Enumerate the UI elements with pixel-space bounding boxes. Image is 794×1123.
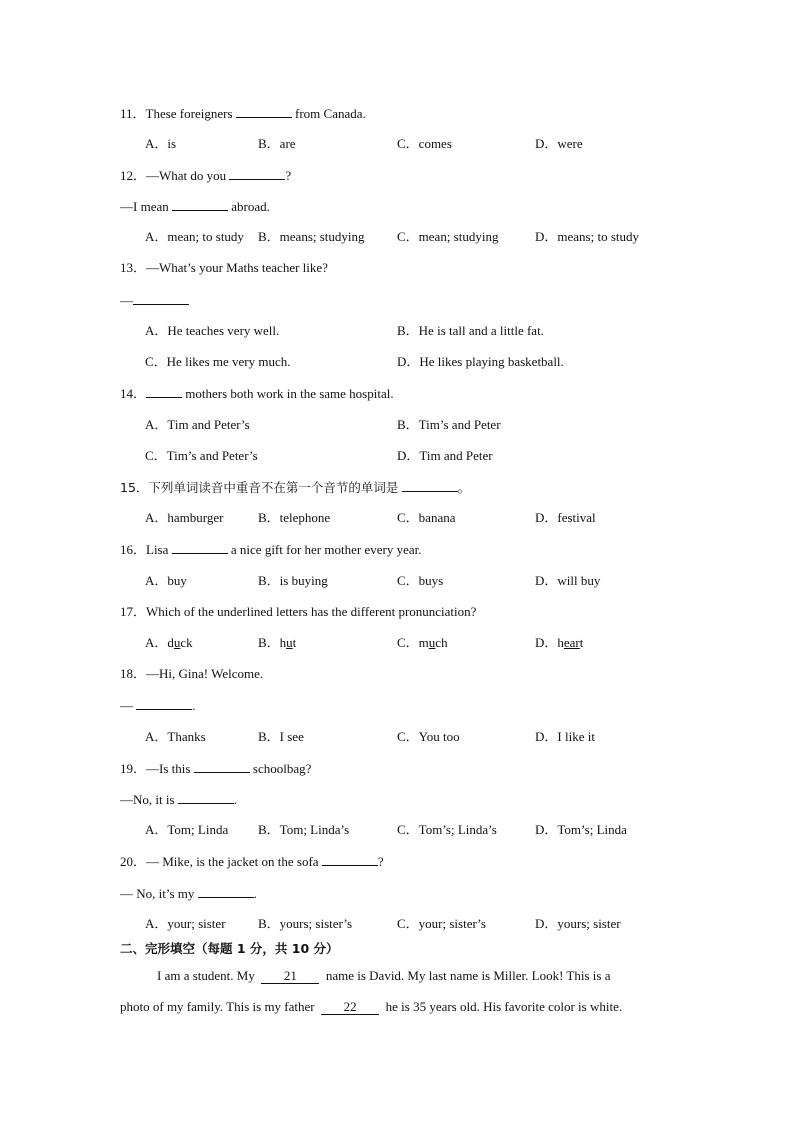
q14-option-c[interactable]: C．Tim’s and Peter’s (145, 448, 258, 463)
q16-option-b[interactable]: B．is buying (258, 573, 328, 588)
q18-option-c[interactable]: C．You too (397, 729, 460, 744)
answer-blank[interactable] (146, 385, 182, 398)
q20-option-c[interactable]: C．your; sister’s (397, 916, 486, 931)
answer-blank[interactable] (133, 292, 189, 305)
q13-option-d[interactable]: D．He likes playing basketball. (397, 354, 564, 369)
question-17-stem: 17．Which of the underlined letters has the different pronunciation? (120, 604, 477, 619)
q15-option-b[interactable]: B．telephone (258, 510, 331, 525)
q18-option-b[interactable]: B．I see (258, 729, 304, 744)
question-15-stem: 15．下列单词读音中重音不在第一个音节的单词是 。 (120, 480, 471, 496)
q20-option-a[interactable]: A．your; sister (145, 916, 226, 931)
q15-option-a[interactable]: A．hamburger (145, 510, 224, 525)
q18-option-a[interactable]: A．Thanks (145, 729, 206, 744)
q15-option-d[interactable]: D．festival (535, 510, 596, 525)
question-19-line2: —No, it is . (120, 792, 238, 807)
cloze-blank-21[interactable]: 21 (261, 969, 319, 984)
q11-option-c[interactable]: C．comes (397, 136, 452, 151)
q16-option-a[interactable]: A．buy (145, 573, 187, 588)
q17-option-c[interactable]: C．much (397, 635, 448, 650)
answer-blank[interactable] (136, 697, 192, 710)
answer-blank[interactable] (229, 167, 285, 180)
q19-option-d[interactable]: D．Tom’s; Linda (535, 822, 627, 837)
question-18-line2: — . (120, 698, 196, 713)
q13-option-c[interactable]: C．He likes me very much. (145, 354, 291, 369)
q12-option-d[interactable]: D．means; to study (535, 229, 639, 244)
q12-option-b[interactable]: B．means; studying (258, 229, 365, 244)
q11-option-d[interactable]: D．were (535, 136, 583, 151)
question-20-line2: — No, it’s my . (120, 886, 257, 901)
q19-option-b[interactable]: B．Tom; Linda’s (258, 822, 350, 837)
q12-option-a[interactable]: A．mean; to study (145, 229, 244, 244)
q16-option-d[interactable]: D．will buy (535, 573, 601, 588)
q13-option-a[interactable]: A．He teaches very well. (145, 323, 280, 338)
q14-option-a[interactable]: A．Tim and Peter’s (145, 417, 250, 432)
q15-option-c[interactable]: C．banana (397, 510, 456, 525)
question-13-line2: — (120, 292, 189, 309)
answer-blank[interactable] (402, 479, 458, 492)
question-13-stem: 13．—What’s your Maths teacher like? (120, 260, 328, 275)
q20-option-d[interactable]: D．yours; sister (535, 916, 621, 931)
answer-blank[interactable] (178, 791, 234, 804)
cloze-blank-22[interactable]: 22 (321, 1000, 379, 1015)
q19-option-c[interactable]: C．Tom’s; Linda’s (397, 822, 497, 837)
question-12-stem: 12．—What do you ? (120, 168, 292, 183)
q17-option-d[interactable]: D．heart (535, 635, 584, 650)
cloze-paragraph-line-2: photo of my family. This is my father 22 he is 35 years old. His favorite color is white. (120, 999, 623, 1014)
q14-option-b[interactable]: B．Tim’s and Peter (397, 417, 501, 432)
question-19-stem: 19．—Is this schoolbag? (120, 761, 312, 776)
q11-option-b[interactable]: B．are (258, 136, 296, 151)
q19-option-a[interactable]: A．Tom; Linda (145, 822, 229, 837)
q13-option-b[interactable]: B．He is tall and a little fat. (397, 323, 544, 338)
question-20-stem: 20．— Mike, is the jacket on the sofa ? (120, 854, 384, 869)
q14-option-d[interactable]: D．Tim and Peter (397, 448, 493, 463)
q17-option-b[interactable]: B．hut (258, 635, 297, 650)
question-14-stem: 14． mothers both work in the same hospital. (120, 386, 394, 401)
section-2-heading: 二、完形填空（每题 1 分，共 10 分） (120, 941, 339, 956)
question-16-stem: 16．Lisa a nice gift for her mother every year. (120, 542, 422, 557)
q16-option-c[interactable]: C．buys (397, 573, 444, 588)
q20-option-b[interactable]: B．yours; sister’s (258, 916, 353, 931)
question-12-line2: —I mean abroad. (120, 199, 270, 214)
answer-blank[interactable] (172, 541, 228, 554)
answer-blank[interactable] (236, 105, 292, 118)
question-11-stem: 11．These foreigners from Canada. (120, 106, 366, 121)
question-18-stem: 18．—Hi, Gina! Welcome. (120, 666, 264, 681)
answer-blank[interactable] (322, 853, 378, 866)
answer-blank[interactable] (194, 760, 250, 773)
q12-option-c[interactable]: C．mean; studying (397, 229, 499, 244)
q18-option-d[interactable]: D．I like it (535, 729, 595, 744)
cloze-paragraph-line-1: I am a student. My 21 name is David. My last name is Miller. Look! This is a (157, 968, 611, 983)
q11-option-a[interactable]: A．is (145, 136, 177, 151)
q17-option-a[interactable]: A．duck (145, 635, 193, 650)
answer-blank[interactable] (172, 198, 228, 211)
answer-blank[interactable] (198, 885, 254, 898)
